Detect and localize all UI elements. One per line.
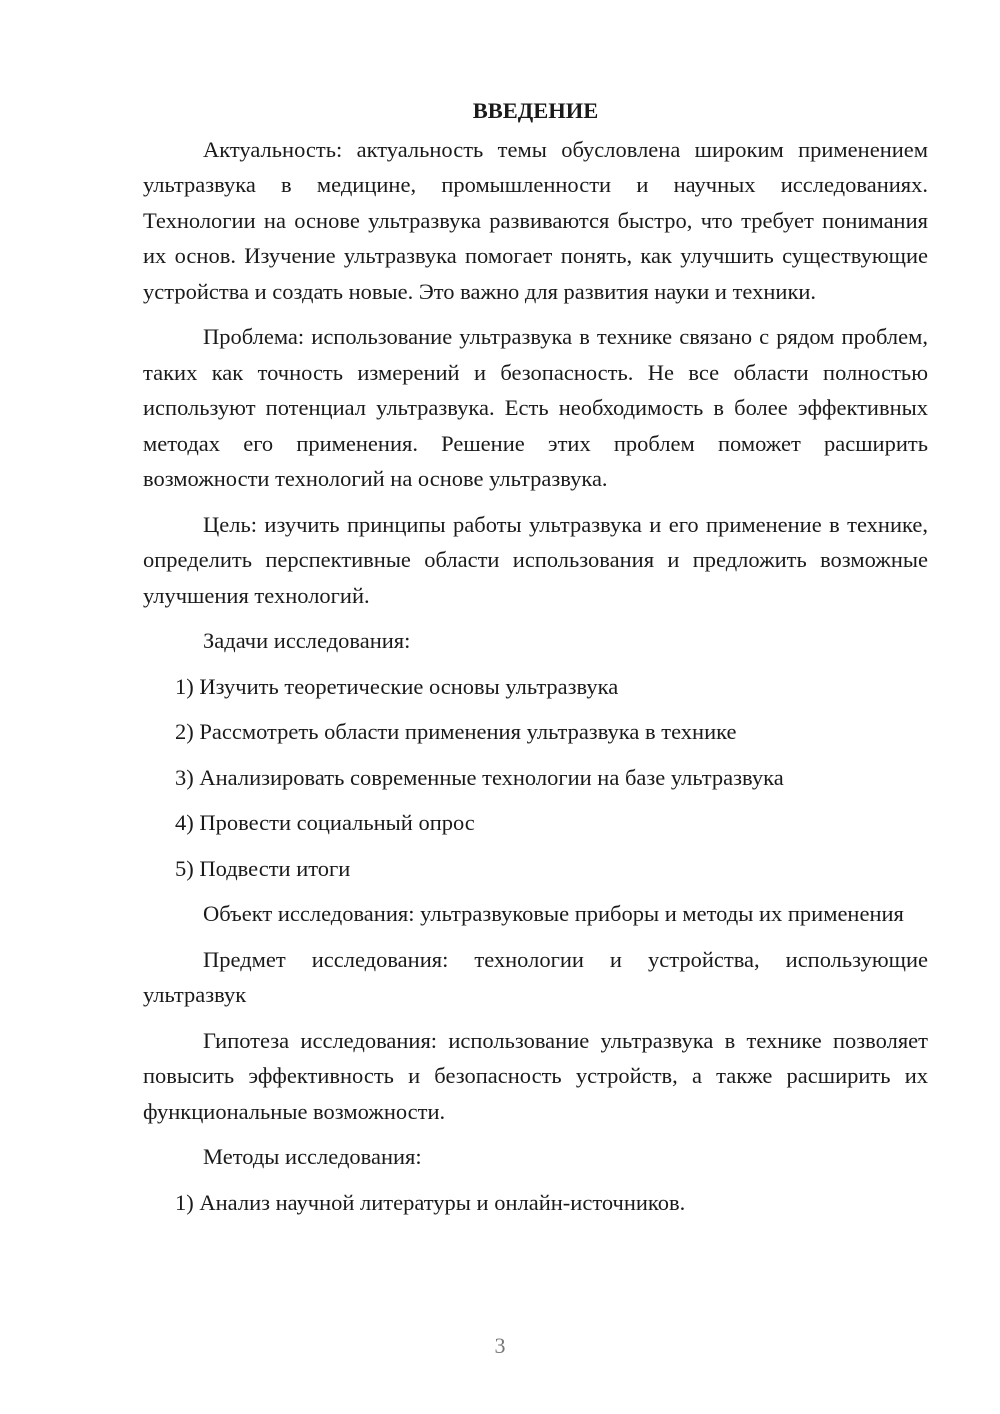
task-item: 2) Рассмотреть области применения ультразвука в технике bbox=[175, 719, 737, 744]
methods-heading: Методы исследования: bbox=[203, 1144, 422, 1169]
problem-paragraph: Проблема: использование ультразвука в технике связано с рядом проблем, таких как точность измерений и безопасность. Не все области полностью используют потенциал ультразвука. Есть необходимость в более эффективных методах его применения. Решение этих проблем поможет расширить возможности технологий на основе ультразвука. bbox=[143, 324, 928, 491]
method-item: 1) Анализ научной литературы и онлайн-источников. bbox=[175, 1189, 686, 1215]
page-number: 3 bbox=[494, 1333, 506, 1358]
tasks-heading: Задачи исследования: bbox=[203, 628, 411, 653]
task-item: 3) Анализировать современные технологии на базе ультразвука bbox=[175, 764, 784, 790]
task-item: 1) Изучить теоретические основы ультразвука bbox=[175, 673, 619, 699]
subject-paragraph: Предмет исследования: технологии и устройства, использующие ультразвук bbox=[143, 946, 928, 1007]
section-title: ВВЕДЕНИЕ bbox=[472, 98, 599, 123]
task-item: 5) Подвести итоги bbox=[175, 855, 351, 881]
hypothesis-paragraph: Гипотеза исследования: использование ультразвука в технике позволяет повысить эффективность и безопасность устройств, а также расширить их функциональные возможности. bbox=[143, 1027, 928, 1124]
document-page bbox=[143, 93, 928, 1230]
task-item: 4) Провести социальный опрос bbox=[175, 810, 475, 835]
object-paragraph: Объект исследования: ультразвуковые приборы и методы их применения bbox=[203, 901, 904, 926]
relevance-paragraph: Актуальность: актуальность темы обусловлена широким применением ультразвука в медицине, промышленности и научных исследованиях. Технологии на основе ультразвука развиваются быстро, что требует понимания их основ. Изучение ультразвука помогает понять, как улучшить существующие устройства и создать новые. Это важно для развития науки и техники. bbox=[143, 136, 928, 304]
goal-paragraph: Цель: изучить принципы работы ультразвука и его применение в технике, определить перспективные области использования и предложить возможные улучшения технологий. bbox=[143, 511, 928, 608]
